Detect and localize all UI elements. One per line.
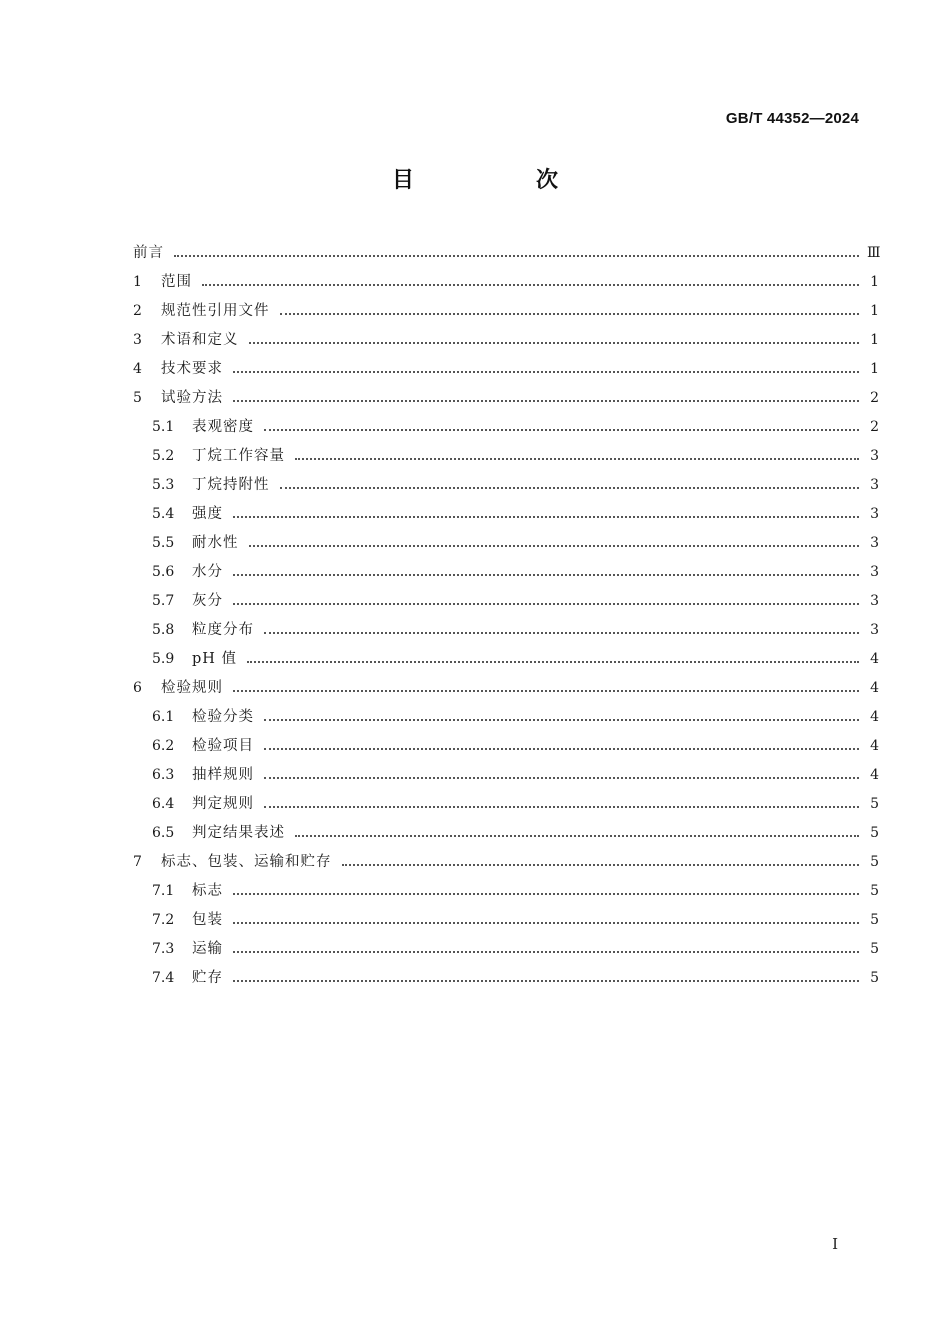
- toc-entry-label: 试验方法: [161, 390, 223, 406]
- toc-entry-number: 6.5: [152, 825, 175, 841]
- toc-dot-leader: [264, 747, 859, 750]
- toc-entry-number: 5.5: [152, 535, 175, 551]
- toc-entry-number: 5.2: [152, 448, 175, 464]
- toc-entry[interactable]: [133, 790, 879, 819]
- toc-entry-page: 3: [870, 448, 879, 464]
- toc-entry-label: 术语和定义: [161, 332, 239, 348]
- toc-entry-label: 强度: [192, 506, 223, 522]
- toc-entry[interactable]: [133, 645, 879, 674]
- toc-entry-number: 6: [133, 680, 142, 696]
- toc-dot-leader: [280, 486, 860, 489]
- toc-entry-label: 贮存: [192, 970, 223, 986]
- toc-entry-page: 5: [870, 854, 879, 870]
- toc-dot-leader: [247, 660, 859, 663]
- toc-entry-page: 4: [870, 767, 879, 783]
- toc-entry-page: 1: [870, 332, 879, 348]
- toc-entry[interactable]: [133, 761, 879, 790]
- toc-entry[interactable]: [133, 500, 879, 529]
- toc-dot-leader: [295, 457, 859, 460]
- toc-entry-number: 7.4: [152, 970, 175, 986]
- toc-entry-page: 3: [870, 622, 879, 638]
- toc-entry-page: 2: [870, 419, 879, 435]
- toc-entry-number: 3: [133, 332, 142, 348]
- toc-entry-label: 包装: [192, 912, 223, 928]
- toc-entry-number: 5.7: [152, 593, 175, 609]
- toc-entry-number: 5: [133, 390, 142, 406]
- toc-entry-label: 丁烷工作容量: [192, 448, 285, 464]
- toc-dot-leader: [233, 602, 859, 605]
- toc-entry-page: 3: [870, 593, 879, 609]
- toc-entry-label: 耐水性: [192, 535, 239, 551]
- toc-entry[interactable]: [133, 355, 879, 384]
- toc-entry[interactable]: [133, 471, 879, 500]
- toc-entry-page: Ⅲ: [867, 245, 881, 261]
- toc-entry-label: 运输: [192, 941, 223, 957]
- standard-code: GB/T 44352—2024: [725, 110, 859, 127]
- toc-entry[interactable]: [133, 732, 879, 761]
- toc-entry-page: 4: [870, 651, 879, 667]
- table-of-contents: [133, 239, 879, 993]
- toc-dot-leader: [233, 892, 859, 895]
- toc-entry-number: 7.1: [152, 883, 175, 899]
- toc-dot-leader: [264, 631, 859, 634]
- toc-dot-leader: [202, 283, 859, 286]
- toc-entry-number: 5.1: [152, 419, 175, 435]
- toc-entry[interactable]: [133, 616, 879, 645]
- toc-entry-label: 判定规则: [192, 796, 254, 812]
- toc-entry-label: 标志: [192, 883, 223, 899]
- toc-entry-label: 技术要求: [161, 361, 223, 377]
- toc-entry-label: 范围: [161, 274, 192, 290]
- toc-entry-page: 4: [870, 738, 879, 754]
- toc-dot-leader: [233, 979, 859, 982]
- toc-entry-label: 粒度分布: [192, 622, 254, 638]
- toc-entry-number: 5.3: [152, 477, 175, 493]
- toc-entry-page: 2: [870, 390, 879, 406]
- toc-entry[interactable]: [133, 935, 879, 964]
- toc-entry-number: 7.2: [152, 912, 175, 928]
- toc-entry-label: 检验分类: [192, 709, 254, 725]
- toc-entry-page: 3: [870, 506, 879, 522]
- toc-entry-number: 2: [133, 303, 142, 319]
- toc-entry-page: 3: [870, 535, 879, 551]
- toc-entry-page: 3: [870, 564, 879, 580]
- toc-entry[interactable]: [133, 413, 879, 442]
- toc-entry[interactable]: [133, 326, 879, 355]
- toc-dot-leader: [342, 863, 860, 866]
- toc-dot-leader: [295, 834, 859, 837]
- toc-entry-label: 水分: [192, 564, 223, 580]
- toc-entry-page: 5: [870, 941, 879, 957]
- toc-entry[interactable]: [133, 964, 879, 993]
- toc-entry-page: 3: [870, 477, 879, 493]
- toc-dot-leader: [233, 689, 859, 692]
- toc-entry[interactable]: [133, 297, 879, 326]
- toc-entry[interactable]: [133, 529, 879, 558]
- toc-entry[interactable]: [133, 819, 879, 848]
- toc-entry-label: 检验项目: [192, 738, 254, 754]
- toc-entry-number: 5.8: [152, 622, 175, 638]
- toc-entry[interactable]: [133, 558, 879, 587]
- toc-entry-label: pH 值: [192, 651, 238, 667]
- toc-entry-page: 5: [870, 825, 879, 841]
- toc-dot-leader: [233, 370, 859, 373]
- toc-dot-leader: [249, 544, 860, 547]
- toc-entry-number: 7.3: [152, 941, 175, 957]
- toc-entry-label: 表观密度: [192, 419, 254, 435]
- toc-entry[interactable]: [133, 674, 879, 703]
- toc-entry[interactable]: [133, 384, 879, 413]
- toc-entry-page: 1: [870, 274, 879, 290]
- toc-entry-page: 1: [870, 303, 879, 319]
- toc-entry-page: 5: [870, 912, 879, 928]
- toc-entry-number: 7: [133, 854, 142, 870]
- toc-entry-page: 5: [870, 796, 879, 812]
- toc-entry-number: 5.4: [152, 506, 175, 522]
- toc-dot-leader: [174, 254, 859, 257]
- page-number: Ⅰ: [832, 1235, 838, 1253]
- toc-dot-leader: [233, 515, 859, 518]
- toc-entry-number: 6.4: [152, 796, 175, 812]
- toc-entry-page: 5: [870, 970, 879, 986]
- toc-entry-page: 1: [870, 361, 879, 377]
- toc-entry[interactable]: [133, 442, 879, 471]
- toc-entry-number: 1: [133, 274, 142, 290]
- toc-entry[interactable]: [133, 587, 879, 616]
- toc-entry[interactable]: [133, 239, 879, 268]
- toc-entry-label: 判定结果表述: [192, 825, 285, 841]
- toc-entry[interactable]: [133, 848, 879, 877]
- toc-entry-number: 5.9: [152, 651, 175, 667]
- toc-entry-number: 6.1: [152, 709, 175, 725]
- toc-entry-label: 规范性引用文件: [161, 303, 270, 319]
- toc-entry-label: 抽样规则: [192, 767, 254, 783]
- toc-entry-label: 前言: [133, 245, 164, 261]
- toc-entry[interactable]: [133, 877, 879, 906]
- toc-dot-leader: [264, 718, 859, 721]
- toc-entry-page: 5: [870, 883, 879, 899]
- toc-dot-leader: [264, 776, 859, 779]
- toc-dot-leader: [233, 399, 859, 402]
- toc-dot-leader: [233, 950, 859, 953]
- toc-dot-leader: [233, 573, 859, 576]
- toc-entry-label: 标志、包装、运输和贮存: [161, 854, 332, 870]
- toc-entry-number: 4: [133, 361, 142, 377]
- toc-dot-leader: [264, 428, 859, 431]
- toc-entry[interactable]: [133, 906, 879, 935]
- toc-entry-number: 6.2: [152, 738, 175, 754]
- toc-dot-leader: [233, 921, 859, 924]
- toc-entry-page: 4: [870, 680, 879, 696]
- toc-entry-number: 5.6: [152, 564, 175, 580]
- page-title: 目 次: [391, 168, 608, 193]
- toc-dot-leader: [280, 312, 860, 315]
- toc-entry-label: 灰分: [192, 593, 223, 609]
- toc-entry-page: 4: [870, 709, 879, 725]
- toc-dot-leader: [264, 805, 859, 808]
- toc-entry-number: 6.3: [152, 767, 175, 783]
- toc-entry[interactable]: [133, 703, 879, 732]
- toc-entry-label: 丁烷持附性: [192, 477, 270, 493]
- toc-entry-label: 检验规则: [161, 680, 223, 696]
- toc-entry[interactable]: [133, 268, 879, 297]
- toc-dot-leader: [249, 341, 860, 344]
